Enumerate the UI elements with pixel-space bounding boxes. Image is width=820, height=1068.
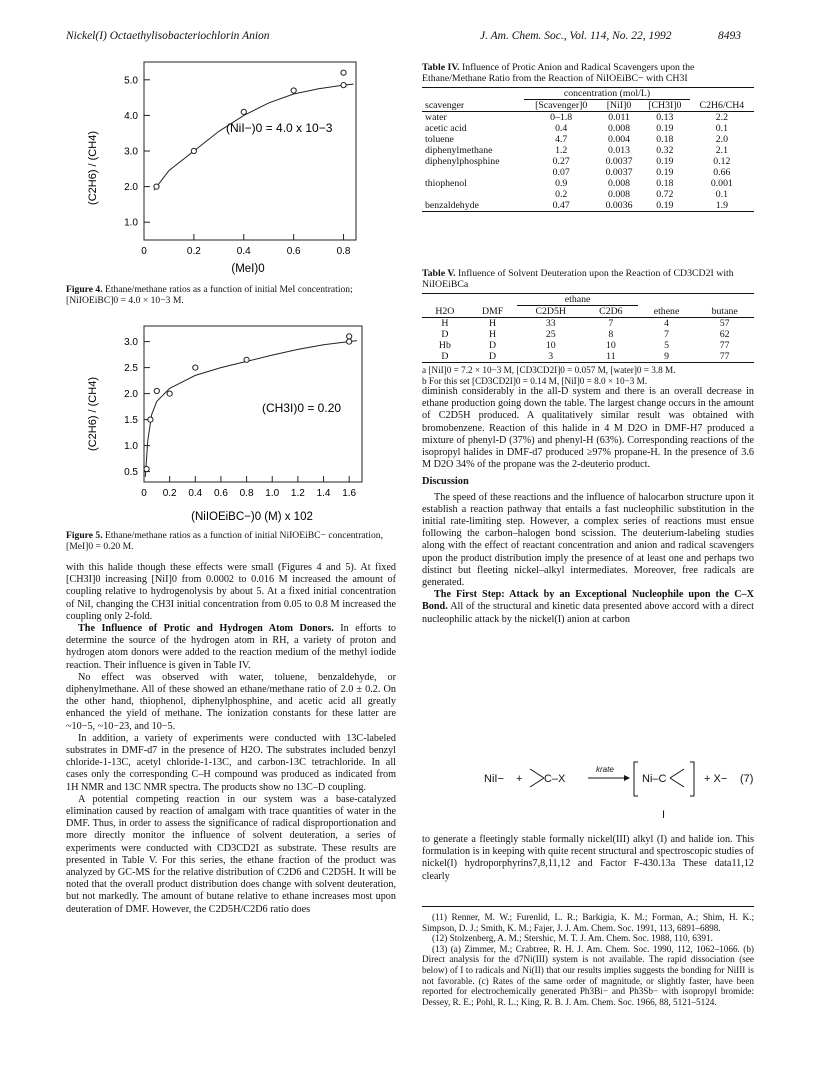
eq-intermediate-label: I [662, 809, 666, 821]
table-cell: 0.2 [555, 189, 568, 201]
table-cell: 0.72 [656, 189, 674, 201]
fig4-ylabel: (C2H6) / (CH4) [87, 131, 99, 205]
fig5-xtick-label: 0.6 [213, 488, 228, 499]
table-row [422, 200, 754, 212]
fig5-ytick-label: 1.0 [124, 441, 138, 453]
table-4-grid [422, 87, 754, 212]
fig5-xlabel: (NiIOEiBC−)0 (M) x 102 [191, 511, 313, 523]
left-column-text [66, 562, 396, 916]
table-5-footnote-b: b For this set [CD3CD2I]0 = 0.14 M, [NiI]0 = 8.0 × 10−3 M. [422, 376, 648, 386]
table-cell: 0–1.8 [550, 112, 573, 124]
table-cell: 1.9 [690, 200, 754, 212]
reference-13: (13) (a) Zimmer, M.; Crabtree, R. H. J. Am. Chem. Soc. 1990, 112, 1062–1066. (b) Direct analysis for the d7Ni(III) system is not available. The rapid dissociation (see below) of I to radicals and Ni(II) that our results implies suggests the bonding for NiIII is not favorable. (c) Rates of the same order of magnitude, or slightly faster, have been reported for electrochemically generated Ph3Bi− and Ph3Sb− with isopropyl bromide: Dessey, R. E.; Pohl, R. L.; King, R. B. J. Am. Chem. Soc. 1966, 88, 5121–5124. [422, 943, 754, 1007]
table-cell: 7 [664, 329, 669, 341]
table-cell: 0.18 [656, 178, 674, 190]
paragraph: with this halide though these effects were small (Figures 4 and 5). At fixed [CH3I]0 increasing [NiI]0 from 0.0002 to 0.016 M increased the amount of coupling relative to hydrogenolysis by about 5. At a fixed initial concentration of NiI, changing the CH3I initial concentration from 0.05 to 0.8 M increased the coupling only 2-fold. [66, 562, 396, 622]
table-cell: 0.0037 [605, 167, 633, 179]
table-cell: 33 [545, 318, 556, 330]
table-cell: 62 [719, 329, 730, 341]
table-cell: water [425, 112, 447, 124]
table-4-column-header: scavenger [422, 100, 524, 112]
eq-number: (7) [740, 773, 754, 785]
table-cell: Hb [438, 340, 451, 352]
table-4-title: Table IV. [422, 62, 460, 73]
fig5-data-point [244, 357, 249, 362]
table-cell: thiophenol [425, 178, 467, 190]
table-5-group-header: ethane [517, 294, 637, 306]
table-cell: 0.32 [656, 145, 674, 157]
table-cell: 0.1 [715, 123, 728, 135]
paragraph-protic-donors [66, 623, 396, 672]
eq-product: Ni–C [642, 773, 667, 785]
fig4-xtick-label: 0.8 [336, 246, 351, 257]
table-cell: 10 [605, 340, 616, 352]
figure-5 [66, 314, 396, 526]
table-5-caption: Influence of Solvent Deuteration upon the Reaction of CD3CD2I with NiIOEiBCa [422, 268, 734, 291]
table-4-group-header: concentration (mol/L) [524, 88, 689, 100]
fig4-ytick-label: 4.0 [124, 110, 138, 122]
table-cell: 0.011 [608, 112, 630, 124]
table-row [422, 189, 754, 200]
table-cell: 5 [664, 340, 669, 352]
figure-5-caption-text: Ethane/methane ratios as a function of initial NiIOEiBC− concentration, [MeI]0 = 0.20 M. [66, 530, 383, 553]
fig4-xtick-label: 0.4 [236, 246, 251, 257]
eq-bracket-right [690, 762, 694, 796]
table-5-grid [422, 293, 754, 363]
eq-rate-constant: krate [596, 765, 614, 774]
page-number: 8493 [718, 30, 741, 42]
table-cell: benzaldehyde [422, 200, 524, 212]
eq-bond-line [530, 778, 544, 787]
fig5-ytick-label: 2.5 [124, 363, 138, 375]
fig4-data-point [341, 70, 346, 75]
table-cell: 0.07 [552, 167, 570, 179]
table-5-column-header: C2D6 [584, 306, 638, 318]
table-4-column-header: [CH3I]0 [640, 100, 690, 112]
fig5-xtick-label: 1.0 [265, 488, 280, 499]
paragraph: diminish considerably in the all-D system and there is an overall decrease in ethane production going down the table. The largest change occurs in the amount of C2D5H produced. A qualitatively similar result was obtained with bromobenzene. Reaction of this halide in 4 M D2O in DMF-H7 produced a mixture of phenyl-D (37%) and phenyl-H (63%). Corresponding reactions of the isopropyl halides in DMF-d7 produced ≥97% propane-H. In the presence of 3.6 M D2O 34% of the propane was the 2-deuterio product. [422, 386, 754, 471]
table-cell: D [422, 351, 468, 363]
table-4-column-header: [Scavenger]0 [524, 100, 598, 112]
paragraph-body: In efforts to determine the source of the hydrogen atom in RH, a variety of proton and hydrogen atom donors were added to the reaction medium of the methyl iodide reaction. Their influence is given in Table IV. [66, 623, 396, 671]
fig5-ytick-label: 2.0 [124, 389, 138, 401]
fig5-xtick-label: 1.4 [316, 488, 331, 499]
fig5-xtick-label: 0.8 [239, 488, 254, 499]
fig5-ylabel: (C2H6) / (CH4) [87, 377, 99, 451]
figure-4-caption-label: Figure 4. [66, 284, 103, 295]
table-cell: 57 [719, 318, 730, 330]
eq-halide: + X− [704, 773, 728, 785]
table-row [422, 167, 754, 178]
fig4-xtick-label: 0 [141, 246, 147, 257]
table-5-column-header: H2O [422, 306, 468, 318]
fig4-data-point [241, 109, 246, 114]
table-cell: D [468, 351, 518, 363]
figure-5-caption-label: Figure 5. [66, 530, 103, 541]
eq-bond-line [670, 769, 684, 778]
table-cell: 0.0037 [605, 156, 633, 168]
table-cell: D [441, 329, 449, 341]
table-cell: 8 [608, 329, 614, 341]
fig5-data-point [167, 391, 172, 396]
table-cell: 0.18 [656, 134, 674, 146]
table-row [422, 145, 754, 156]
fig4-ytick-label: 1.0 [124, 217, 138, 229]
table-cell: 0.008 [608, 178, 631, 190]
table-row [422, 178, 754, 189]
fig4-ytick-label: 5.0 [124, 75, 138, 87]
fig5-data-point [193, 365, 198, 370]
table-cell: 4.7 [555, 134, 568, 146]
fig4-xtick-label: 0.6 [286, 246, 301, 257]
eq-nickel-anion: NiI− [484, 773, 504, 785]
table-cell: 25 [545, 329, 556, 341]
fig4-fit-curve [154, 84, 354, 190]
table-cell: 0.9 [555, 178, 568, 190]
table-cell: 0.008 [608, 123, 631, 135]
table-cell [422, 167, 524, 178]
paragraph: A potential competing reaction in our system was a base-catalyzed elimination caused by reaction of amalgam with trace quantities of water in the DMF. Thus, in order to assess the significance of radical disproportionation and more directly monitor the influence of solvent deuteration, a series of experiments were conducted with CD3CD2I as substrate. These results are presented in Table V. For this series, the ethane fraction of the product was analyzed by GC-MS for the relative distribution of C2D6 and C2D5H. It will be noted that the overall product distribution does change with solvent deuteration, but not markedly. The amount of butane relative to ethane increases most upon deuteration of DMF. However, the C2D5H/C2D6 ratio does [66, 793, 396, 915]
figure-5-plot [66, 314, 396, 526]
eq-arrowhead [624, 775, 630, 781]
fig5-annotation: (CH3I)0 = 0.20 [262, 401, 342, 415]
table-row [422, 156, 754, 167]
table-5-column-header: ethene [638, 306, 696, 318]
table-cell: 0.47 [524, 200, 598, 212]
right-column-text [422, 386, 754, 626]
table-cell: 11 [584, 351, 638, 363]
right-column-text-continued [422, 834, 754, 883]
table-row [422, 123, 754, 134]
table-cell: H [441, 318, 449, 330]
fig5-xtick-label: 1.6 [342, 488, 357, 499]
fig5-data-point [148, 417, 153, 422]
running-header-journal: J. Am. Chem. Soc., Vol. 114, No. 22, 1992 [480, 30, 672, 42]
footnote-rule [422, 906, 754, 907]
table-cell: 9 [638, 351, 696, 363]
fig4-xlabel: (MeI)0 [231, 263, 265, 275]
table-cell: 0.001 [710, 178, 733, 190]
paragraph: to generate a fleetingly stable formally nickel(III) alkyl (I) and halide ion. This formulation is in keeping with quite recent structural and spectroscopic studies of nickel(I) hydroporphyrins7,8,11,12 and Factor F-430.13a These data11,12 clearly [422, 834, 754, 882]
table-cell: 0.19 [656, 123, 674, 135]
table-cell: H [489, 318, 497, 330]
table-row [422, 329, 754, 340]
table-cell: 2.2 [715, 112, 728, 124]
table-cell: 77 [695, 351, 754, 363]
table-cell: 0.19 [640, 200, 690, 212]
fig5-data-point [154, 388, 159, 393]
table-cell: acetic acid [425, 123, 467, 135]
table-row [422, 134, 754, 145]
table-5-title: Table V. [422, 268, 456, 279]
table-cell: 2.1 [715, 145, 728, 157]
fig5-xtick-label: 0.4 [188, 488, 203, 499]
fig5-xtick-label: 0.2 [162, 488, 177, 499]
table-5-column-header: butane [695, 306, 754, 318]
paragraph-first-step [422, 589, 754, 626]
fig5-ytick-label: 0.5 [124, 467, 138, 479]
fig5-ytick-label: 3.0 [124, 337, 138, 349]
table-cell: 2.0 [715, 134, 728, 146]
table-cell: 0.008 [608, 189, 631, 201]
table-5 [422, 268, 754, 387]
fig5-data-point [347, 334, 352, 339]
fig4-data-point [291, 88, 296, 93]
table-cell: diphenylmethane [425, 145, 493, 157]
fig5-data-point [347, 339, 352, 344]
equation-7-drawing [422, 750, 754, 826]
table-cell: 4 [664, 318, 669, 330]
section-runin-heading: The Influence of Protic and Hydrogen Atom Donors. [78, 623, 334, 635]
table-cell: 7 [608, 318, 614, 330]
table-cell: 0.19 [656, 167, 674, 179]
paragraph-body: All of the structural and kinetic data presented above accord with a direct nucleophilic attack by the nickel(I) anion at carbon [422, 601, 754, 625]
table-4-column-header: [NiI]0 [598, 100, 640, 112]
table-cell: 3 [517, 351, 584, 363]
table-cell: 1.2 [555, 145, 568, 157]
table-cell: 0.0036 [598, 200, 640, 212]
fig5-ytick-label: 1.5 [124, 415, 138, 427]
fig4-data-point [341, 83, 346, 88]
fig4-xtick-label: 0.2 [186, 246, 201, 257]
figure-4 [66, 50, 396, 278]
reference-12: (12) Stolzenberg, A. M.; Stershic, M. T. J. Am. Chem. Soc. 1988, 110, 6391. [432, 933, 713, 944]
fig4-annotation: (NiI−)0 = 4.0 x 10−3 [226, 121, 333, 135]
section-heading-discussion: Discussion [422, 476, 469, 488]
fig4-ytick-label: 2.0 [124, 182, 138, 194]
paragraph: No effect was observed with water, toluene, benzaldehyde, or diphenylmethane. All of these showed an ethane/methane ratio of 2.0 ± 0.2. On the other hand, thiophenol, diphenylphosphine, and acetic acid all greatly enhanced the yield of methane. The ionization constants for these latter are ~10−5, ~10−23, and 10−5. [66, 671, 396, 732]
table-cell: 0.27 [552, 156, 570, 168]
paragraph: The speed of these reactions and the influence of halocarbon structure upon it establish a reaction pathway that entails a fast nucleophilic substitution in the initial rate-limiting step. However, a complex series of reactions must ensue following the carbon–halogen bond scission. The deuterium-labeling studies along with the effect of reactant concentration and anion and radical scavengers upon the product distribution imply the presence of at least one and perhaps two distinct but fleeting nickel–alkyl intermediates. Moreover, free radicals are generated. [422, 491, 754, 589]
table-cell [422, 189, 524, 200]
table-5-column-header: DMF [468, 306, 518, 318]
fig4-axes-frame [144, 62, 356, 240]
table-cell: diphenylphosphine [425, 156, 500, 168]
table-cell: toluene [425, 134, 454, 146]
table-5-footnote-a: a [NiI]0 = 7.2 × 10−3 M, [CD3CD2I]0 = 0.057 M, [water]0 = 3.8 M. [422, 365, 676, 376]
table-cell: 0.19 [656, 156, 674, 168]
table-4-column-header: C2H6/CH4 [690, 100, 754, 112]
table-cell: D [489, 340, 497, 352]
table-row [422, 112, 754, 124]
fig5-xtick-label: 1.2 [290, 488, 305, 499]
table-row [422, 351, 754, 363]
section-runin-heading: The First Step: Attack by an Exceptional Nucleophile upon the C–X Bond. [422, 589, 754, 613]
eq-bond-line [530, 769, 544, 778]
figure-4-caption-text: Ethane/methane ratios as a function of initial MeI concentration; [NiIOEiBC]0 = 4.0 × 10−3 M. [66, 284, 353, 307]
table-row [422, 340, 754, 351]
eq-bond-line [670, 778, 684, 787]
table-cell: 0.1 [715, 189, 728, 201]
fig4-data-point [154, 184, 159, 189]
eq-bracket-left [634, 762, 638, 796]
fig5-xtick-label: 0 [141, 488, 147, 499]
svg-text:+: + [516, 773, 523, 785]
equation-7 [422, 750, 754, 826]
fig4-data-point [191, 148, 196, 153]
table-4-caption: Influence of Protic Anion and Radical Scavengers upon the Ethane/Methane Ratio from the Reaction of NiIOEiBC− with CH3I [422, 62, 695, 85]
table-cell: 0.12 [713, 156, 731, 168]
running-header-title: Nickel(I) Octaethylisobacteriochlorin Anion [66, 30, 270, 42]
eq-substrate: C–X [544, 773, 566, 785]
figure-4-plot [66, 50, 396, 278]
fig5-data-point [144, 466, 149, 471]
table-cell: 0.004 [608, 134, 631, 146]
fig4-ytick-label: 3.0 [124, 146, 138, 158]
table-cell: 77 [719, 340, 730, 352]
table-row [422, 318, 754, 330]
reference-list [422, 912, 754, 1007]
table-cell: 0.013 [608, 145, 631, 157]
table-cell: 0.13 [656, 112, 674, 124]
table-cell: H [489, 329, 497, 341]
table-5-column-header: C2D5H [517, 306, 584, 318]
figure-5-caption [66, 530, 396, 552]
paragraph: In addition, a variety of experiments were conducted with 13C-labeled substrates in DMF-d7 in the presence of H2O. The substrates included benzyl chloride-1-13C, acetyl chloride-1-13C, and carbon-13C tetrachloride. In all cases only the corresponding C–H compound was produced as indicated from 1H NMR and 13C NMR spectra. The products show no 13C–D coupling. [66, 732, 396, 793]
reference-11: (11) Renner, M. W.; Furenlid, L. R.; Barkigia, K. M.; Forman, A.; Shim, H. K.; Simpson, D. J.; Smith, K. M.; Fajer, J. J. Am. Chem. Soc. 1991, 113, 6891–6898. [422, 912, 754, 933]
figure-4-caption [66, 284, 396, 306]
table-cell: 0.66 [713, 167, 731, 179]
table-cell: 10 [545, 340, 556, 352]
table-cell: 0.4 [555, 123, 568, 135]
table-4 [422, 62, 754, 212]
